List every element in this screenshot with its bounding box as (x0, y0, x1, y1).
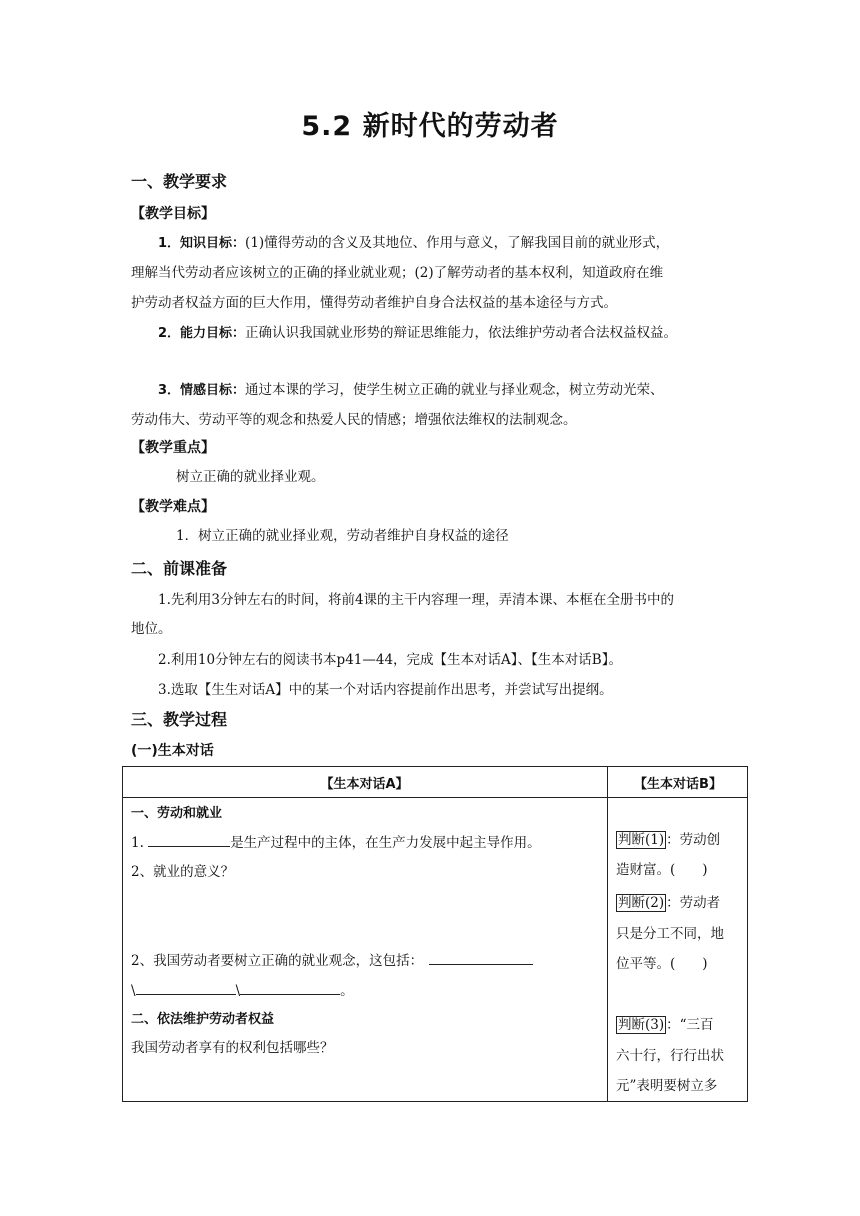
question-3-separator-2: \ (235, 983, 241, 999)
judgement-1-text1: ：劳动创 (666, 832, 721, 848)
ability-goal-label: 2．能力目标： (158, 326, 246, 341)
knowledge-goal-line3: 护劳动者权益方面的巨大作用，懂得劳动者维护自身合法权益的基本途径与方式。 (131, 295, 617, 311)
key-points-heading: 【教学重点】 (131, 440, 215, 456)
question-1-text: 是生产过程中的主体，在生产力发展中起主导作用。 (230, 835, 541, 851)
question-2: 2、就业的意义？ (131, 864, 235, 880)
question-3-end: 。 (340, 983, 354, 999)
section-1-heading: 一、教学要求 (131, 172, 228, 191)
question-3-text: 2、我国劳动者要树立正确的就业观念，这包括： (131, 953, 424, 969)
question-3-continued (131, 979, 354, 999)
table-column-divider (607, 766, 608, 1102)
question-3-separator-1: \ (131, 983, 136, 999)
judgement-2-label: 判断(2) (618, 895, 665, 911)
question-1-blank[interactable] (148, 832, 230, 847)
prep-item2: 2.利用10分钟左右的阅读书本p41—44，完成【生本对话A】、【生本对话B】。 (158, 652, 622, 668)
emotion-goal-line2: 劳动伟大、劳动平等的观念和热爱人民的情感；增强依法维权的法制观念。 (131, 412, 577, 428)
judgement-3-line1 (616, 1013, 714, 1033)
knowledge-goal-text1: (1)懂得劳动的含义及其地位、作用与意义，了解我国目前的就业形式， (245, 235, 670, 251)
subsection-dialogue-heading: (一)生本对话 (131, 743, 214, 759)
section-3-heading: 三、教学过程 (131, 710, 228, 729)
knowledge-goal-label: 1．知识目标： (158, 236, 246, 251)
part1-heading: 一、劳动和就业 (131, 806, 223, 821)
judgement-1-line1 (616, 828, 720, 848)
judgement-3-label: 判断(3) (618, 1017, 665, 1033)
emotion-goal-label: 3．情感目标： (158, 383, 246, 398)
column-a-header: 【生本对话A】 (320, 777, 409, 792)
ability-goal (158, 321, 677, 341)
judgement-1-label: 判断(1) (618, 832, 665, 848)
question-3-blank-1[interactable] (429, 950, 533, 965)
judgement-2-line2: 只是分工不同，地 (616, 926, 724, 942)
difficult-points-heading: 【教学难点】 (131, 499, 215, 515)
prep-item1-line2: 地位。 (131, 621, 172, 637)
part2-heading: 二、依法维护劳动者权益 (131, 1012, 275, 1027)
emotion-goal-text1: 通过本课的学习，使学生树立正确的就业与择业观念，树立劳动光荣、 (245, 382, 664, 398)
judgement-3-line2: 六十行，行行出状 (616, 1048, 724, 1064)
judgement-2-text1: ：劳动者 (666, 895, 721, 911)
question-3-blank-2[interactable] (136, 980, 236, 995)
knowledge-goal-line1 (158, 231, 669, 251)
knowledge-goal-line2: 理解当代劳动者应该树立的正确的择业就业观；(2)了解劳动者的基本权利，知道政府在维 (131, 265, 664, 281)
judgement-3-text1: ：“三百 (666, 1017, 714, 1033)
section-2-heading: 二、前课准备 (131, 559, 228, 578)
judgement-1-line2: 造财富。( ) (616, 862, 708, 878)
column-b-header: 【生本对话B】 (634, 777, 722, 792)
prep-item1-line1: 1.先利用3分钟左右的时间，将前4课的主干内容理一理，弄清本课、本框在全册书中的 (158, 592, 675, 608)
judgement-2-line1 (616, 891, 720, 911)
key-points-text: 树立正确的就业择业观。 (176, 469, 325, 485)
question-1-number: 1. (131, 835, 144, 851)
question-3-blank-3[interactable] (240, 980, 340, 995)
table-header-divider (122, 797, 748, 798)
ability-goal-text: 正确认识我国就业形势的辩证思维能力，依法维护劳动者合法权益权益。 (245, 325, 678, 341)
judgement-2-line3: 位平等。( ) (616, 956, 708, 972)
question-3 (131, 949, 533, 969)
judgement-3-line3: 元”表明要树立多 (616, 1078, 718, 1094)
page-title: 5.2 新时代的劳动者 (301, 111, 559, 142)
part2-question: 我国劳动者享有的权利包括哪些？ (131, 1040, 334, 1056)
emotion-goal-line1 (158, 378, 664, 398)
prep-item3: 3.选取【生生对话A】中的某一个对话内容提前作出思考，并尝试写出提纲。 (158, 682, 613, 698)
question-1 (131, 831, 541, 851)
goals-heading: 【教学目标】 (131, 206, 215, 222)
difficult-points-text: 1．树立正确的就业择业观，劳动者维护自身权益的途径 (176, 528, 509, 544)
